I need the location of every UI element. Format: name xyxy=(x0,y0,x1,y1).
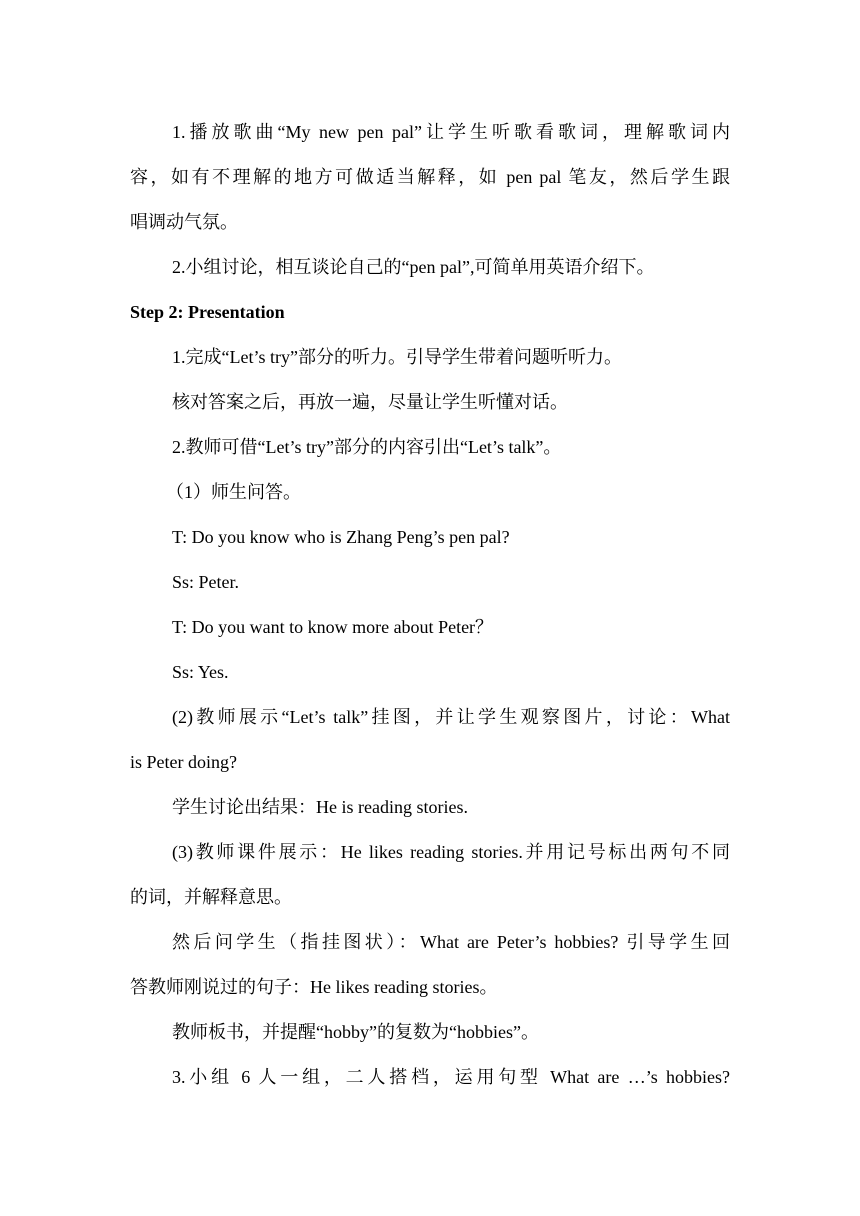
dialogue-line: T: Do you know who is Zhang Peng’s pen pal? xyxy=(172,527,510,547)
paragraph-line: （1）师生问答。 xyxy=(166,482,301,502)
paragraph-line: (2)教师展示“Let’s talk”挂图，并让学生观察图片，讨论：What xyxy=(172,707,730,727)
paragraph-line: 学生讨论出结果：He is reading stories. xyxy=(172,797,468,817)
paragraph-line: 核对答案之后，再放一遍，尽量让学生听懂对话。 xyxy=(172,392,568,412)
paragraph-line: (3)教师课件展示：He likes reading stories.并用记号标出两句不同 xyxy=(172,842,730,862)
paragraph-line: is Peter doing? xyxy=(130,752,237,772)
paragraph-line: 1.播放歌曲“My new pen pal”让学生听歌看歌词，理解歌词内 xyxy=(172,122,730,142)
paragraph-line: 答教师刚说过的句子：He likes reading stories。 xyxy=(130,977,498,997)
paragraph-line: 然后问学生（指挂图状）：What are Peter’s hobbies? 引导学生回 xyxy=(172,932,730,952)
dialogue-line: Ss: Yes. xyxy=(172,662,229,682)
paragraph-line: 3.小组 6 人一组，二人搭档，运用句型 What are …’s hobbies? xyxy=(172,1067,730,1087)
paragraph-line: 2.小组讨论，相互谈论自己的“pen pal”,可简单用英语介绍下。 xyxy=(172,257,655,277)
paragraph-line: 唱调动气氛。 xyxy=(130,212,238,232)
dialogue-line: T: Do you want to know more about Peter？ xyxy=(172,617,494,637)
paragraph-line: 2.教师可借“Let’s try”部分的内容引出“Let’s talk”。 xyxy=(172,437,562,457)
section-heading: Step 2: Presentation xyxy=(130,302,285,322)
paragraph-line: 1.完成“Let’s try”部分的听力。引导学生带着问题听听力。 xyxy=(172,347,622,367)
dialogue-line: Ss: Peter. xyxy=(172,572,240,592)
paragraph-line: 教师板书，并提醒“hobby”的复数为“hobbies”。 xyxy=(172,1022,539,1042)
paragraph-line: 容，如有不理解的地方可做适当解释，如 pen pal 笔友，然后学生跟 xyxy=(130,167,730,187)
paragraph-line: 的词，并解释意思。 xyxy=(130,887,292,907)
document-page xyxy=(130,110,730,1100)
